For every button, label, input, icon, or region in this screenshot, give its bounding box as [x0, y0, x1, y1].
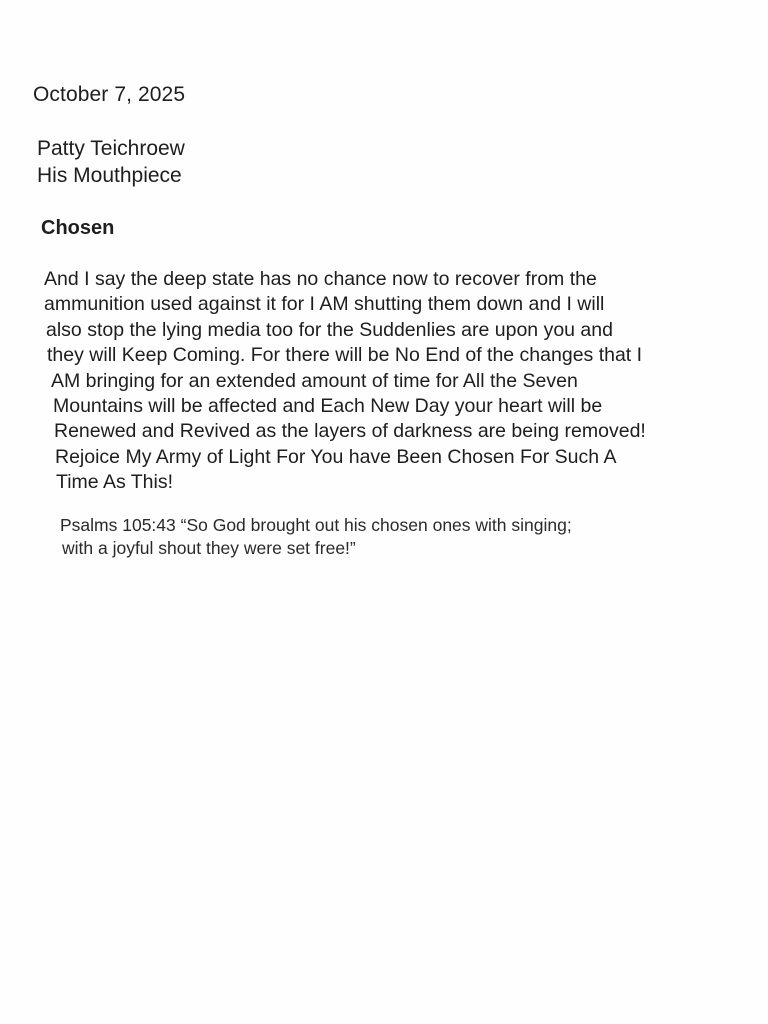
scripture-line: Psalms 105:43 “So God brought out his chosen ones with singing;: [60, 515, 572, 535]
author-block: [37, 135, 185, 189]
message-line: AM bringing for an extended amount of time for All the Seven: [51, 369, 578, 392]
author-name: Patty Teichroew: [37, 137, 185, 160]
message-body: [44, 267, 744, 496]
document-title: Chosen: [41, 217, 115, 239]
message-line: ammunition used against it for I AM shutting them down and I will: [44, 293, 605, 316]
message-line: also stop the lying media too for the Suddenlies are upon you and: [46, 318, 613, 341]
message-line: Renewed and Revived as the layers of darkness are being removed!: [54, 420, 646, 443]
message-line: they will Keep Coming. For there will be No End of the changes that I: [47, 344, 643, 367]
scripture-quote: [60, 514, 740, 560]
message-line: Rejoice My Army of Light For You have Been Chosen For Such A: [55, 445, 617, 468]
scripture-line: with a joyful shout they were set free!”: [62, 538, 356, 558]
document-date: October 7, 2025: [33, 83, 186, 106]
author-title: His Mouthpiece: [37, 164, 182, 187]
message-line: Time As This!: [56, 471, 174, 494]
message-line: And I say the deep state has no chance now to recover from the: [44, 268, 597, 290]
message-line: Mountains will be affected and Each New Day your heart will be: [53, 395, 603, 418]
